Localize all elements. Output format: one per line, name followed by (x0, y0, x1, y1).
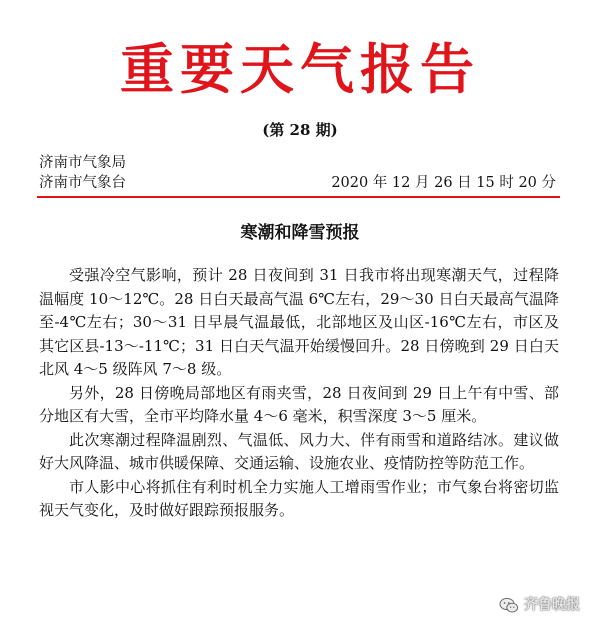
watermark-text: 齐鲁晚报 (524, 597, 580, 613)
body-paragraph-services: 市人影中心将抓住有利时机全力实施人工增雨雪作业；市气象台将密切监视天气变化，及时做好跟踪预报服务。 (39, 477, 559, 519)
issuer-bureau: 济南市气象局 (39, 155, 126, 171)
source-watermark (499, 596, 580, 614)
issue-number: (第 28 期) (262, 121, 338, 139)
bulletin-body (39, 264, 559, 523)
issuer-observatory: 济南市气象台 (39, 175, 126, 191)
body-paragraph-snowfall: 另外，28 日傍晚局部地区有雨夹雪，28 日夜间到 29 日上午有中雪、部分地区有大雪，全市平均降水量 4～6 毫米，积雪深度 3～5 厘米。 (39, 383, 559, 425)
body-paragraph-precautions: 此次寒潮过程降温剧烈、气温低、风力大、伴有雨雪和道路结冰。建议做好大风降温、城市供暖保障、交通运输、设施农业、疫情防控等防范工作。 (39, 430, 559, 472)
header-divider-rule (37, 196, 560, 198)
wechat-chat-bubble-icon (499, 597, 519, 614)
issue-date: 2020 年 12 月 26 日 15 时 20 分 (331, 175, 556, 191)
bulletin-headline: 寒潮和降雪预报 (240, 223, 360, 243)
body-paragraph-cold-wave: 受强冷空气影响，预计 28 日夜间到 31 日我市将出现寒潮天气，过程降温幅度 10～12℃。28 日白天最高气温 6℃左右，29～30 日白天最高气温降至-4℃左右；30～31 日早晨气温最低，北部地区及山区-16℃左右，市区及其它区县-13～-11℃；31 日白天气温开始缓慢回升。28 日傍晚到 29 日白天北风 4～5 级阵风 7～8 级。 (39, 266, 559, 378)
masthead-title: 重要天气报告 (120, 37, 480, 101)
